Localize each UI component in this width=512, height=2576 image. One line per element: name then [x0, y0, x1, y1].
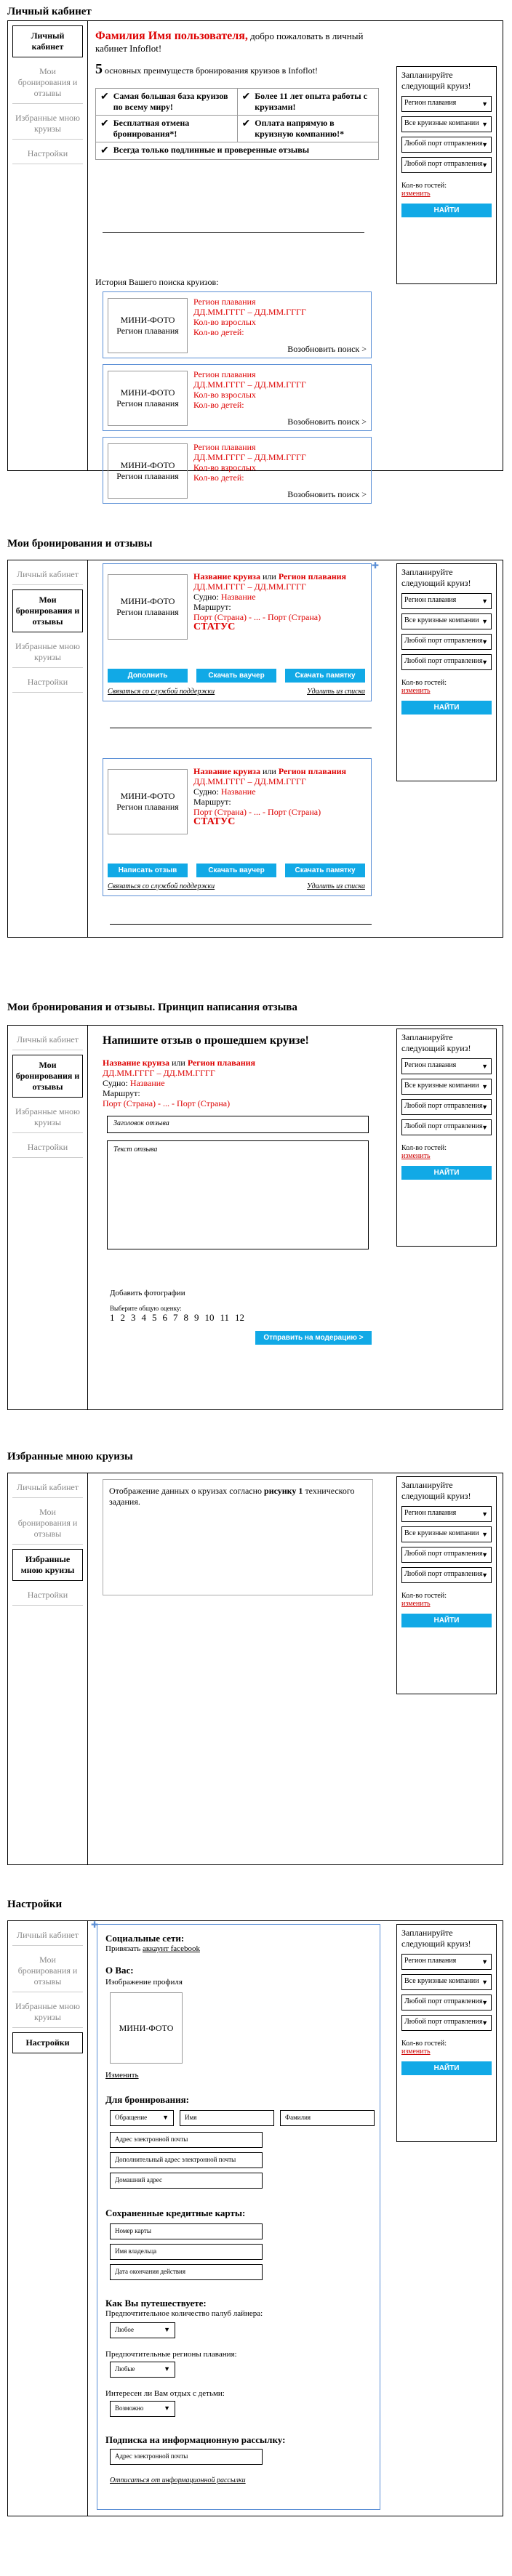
favorites-placeholder: Отображение данных о круизах согласно рисунку 1 технического задания. — [103, 1479, 373, 1595]
deck-select[interactable]: Любое ▼ — [110, 2322, 175, 2338]
dropdown-arrow-icon: ▼ — [164, 2365, 170, 2372]
booking-card — [103, 563, 372, 701]
nav-bookings[interactable]: Мои бронирования и отзывы — [12, 1502, 83, 1545]
dropdown-arrow-icon: ▼ — [481, 1551, 488, 1558]
check-icon: ✔ — [241, 92, 251, 102]
kids-select[interactable]: Возможно ▼ — [110, 2401, 175, 2417]
history-title: История Вашего поиска круизов: — [95, 277, 219, 287]
find-button[interactable]: НАЙТИ — [401, 2061, 492, 2075]
nav-favorites[interactable]: Избранные мною круизы — [12, 1997, 83, 2028]
history-card[interactable] — [103, 364, 372, 431]
dropdown-arrow-icon: ▼ — [481, 1063, 488, 1070]
mini-photo: МИНИ-ФОТО Регион плавания — [108, 443, 188, 499]
change-photo-link[interactable]: Изменить — [105, 2071, 139, 2080]
port-select[interactable]: Любой порт отправления ▼ — [401, 137, 492, 153]
review-heading: Напишите отзыв о прошедшем круизе! — [103, 1034, 309, 1047]
about-title: О Вас: — [105, 1965, 134, 1976]
plan-cruise-panel — [396, 1029, 497, 1247]
guests: Кол-во гостей: изменить — [401, 2040, 492, 2056]
edit-guests-link[interactable]: изменить — [401, 1600, 431, 1608]
dropdown-arrow-icon: ▼ — [481, 1531, 488, 1538]
download-voucher-button[interactable]: Скачать ваучер — [196, 669, 276, 683]
advantages-line — [95, 61, 386, 78]
check-icon: ✔ — [100, 145, 109, 156]
port-select[interactable]: Любой порт отправления ▼ — [401, 654, 492, 670]
sidebar — [8, 1026, 88, 1409]
welcome-text: добро пожаловать в личный кабинет Infoflot! — [95, 31, 364, 54]
port-select[interactable]: Любой порт отправления ▼ — [401, 1995, 492, 2011]
dropdown-arrow-icon: ▼ — [481, 1979, 488, 1986]
rating-option[interactable]: 2 — [120, 1312, 125, 1323]
panel-title: Запланируйте следующий круиз! — [401, 70, 471, 91]
review-frame — [7, 1025, 503, 1410]
nav-favorites[interactable]: Избранные мною круизы — [12, 108, 83, 140]
review-text-input[interactable]: Текст отзыва — [107, 1140, 369, 1249]
mini-photo: МИНИ-ФОТО Регион плавания — [108, 574, 188, 640]
section-title-favorites: Избранные мною круизы — [7, 1451, 133, 1462]
review-booking-details: Название круиза или Регион плавания ДД.ММ.ГГГГ – ДД.ММ.ГГГГ Судно: Название Маршрут: Порт (Страна) - ... - Порт (Страна) — [103, 1058, 256, 1108]
plan-cruise-panel — [396, 1476, 497, 1694]
profile-image-label: Изображение профиля — [105, 1978, 183, 1987]
region-select[interactable]: Регион плавания ▼ — [401, 1506, 492, 1522]
port-select[interactable]: Любой порт отправления ▼ — [401, 634, 492, 650]
add-review-button[interactable]: Дополнить — [108, 669, 188, 683]
first-name-field[interactable]: Имя — [180, 2110, 274, 2126]
edit-guests-link[interactable]: изменить — [401, 687, 431, 695]
history-card[interactable] — [103, 437, 372, 504]
download-memo-button[interactable]: Скачать памятку — [285, 864, 365, 877]
benefit-2: Более 11 лет опыта работы с круизами! — [255, 91, 367, 112]
dropdown-arrow-icon: ▼ — [481, 618, 488, 625]
benefits-table — [95, 88, 379, 160]
nav-favorites[interactable]: Избранные мною круизы — [12, 1102, 83, 1133]
plan-cruise-panel — [396, 1924, 497, 2142]
subscription-email-field[interactable]: Адрес электронной почты — [110, 2449, 263, 2465]
dropdown-arrow-icon: ▼ — [481, 1571, 488, 1579]
rating-option[interactable]: 3 — [131, 1312, 136, 1323]
download-voucher-button[interactable]: Скачать ваучер — [196, 864, 276, 877]
rating-option[interactable]: 8 — [183, 1312, 188, 1323]
section-title-cabinet: Личный кабинет — [7, 6, 92, 17]
dropdown-arrow-icon: ▼ — [481, 121, 488, 128]
region-select[interactable]: Регион плавания ▼ — [401, 1954, 492, 1970]
contact-support-link[interactable]: Связаться со службой поддержки — [108, 882, 215, 890]
check-icon: ✔ — [100, 118, 109, 129]
profile-photo: МИНИ-ФОТО — [110, 1992, 183, 2064]
facebook-link[interactable]: аккаунт facebook — [142, 1944, 200, 1953]
rating-option[interactable]: 10 — [204, 1312, 215, 1323]
sidebar — [8, 21, 88, 470]
rating-option[interactable]: 7 — [173, 1312, 178, 1323]
section-title-settings: Настройки — [7, 1899, 63, 1910]
nav-bookings[interactable]: Мои бронирования и отзывы — [12, 62, 83, 104]
home-address-field[interactable]: Домашний адрес — [110, 2173, 263, 2189]
find-button[interactable]: НАЙТИ — [401, 204, 492, 217]
benefit-4: Оплата напрямую в круизную компанию!* — [255, 118, 345, 139]
travel-title: Как Вы путешествуете: — [105, 2298, 207, 2309]
nav-cabinet[interactable]: Личный кабинет — [12, 565, 83, 585]
port-select[interactable]: Любой порт отправления ▼ — [401, 1567, 492, 1583]
cabinet-frame — [7, 20, 503, 499]
social-linked: Привязать аккаунт facebook — [105, 1944, 200, 1953]
rating-option[interactable]: 1 — [110, 1312, 115, 1323]
dropdown-arrow-icon: ▼ — [481, 2019, 488, 2026]
regions-pref-label: Предпочтительные регионы плавания: — [105, 2350, 237, 2359]
port-select[interactable]: Любой порт отправления ▼ — [401, 1119, 492, 1135]
advantages-count: 5 — [95, 61, 103, 77]
company-select[interactable]: Все круизные компании ▼ — [401, 1079, 492, 1095]
nav-settings[interactable]: Настройки — [12, 2032, 83, 2053]
port-select[interactable]: Любой порт отправления ▼ — [401, 1547, 492, 1563]
find-button[interactable]: НАЙТИ — [401, 1614, 492, 1627]
review-title-input[interactable]: Заголовок отзыва — [107, 1116, 369, 1133]
booking-details: Название круиза или Регион плавания ДД.ММ.ГГГГ – ДД.ММ.ГГГГ Судно: Название Маршрут: Порт (Страна) - ... - Порт (Страна) СТАТУС — [193, 766, 347, 827]
guests: Кол-во гостей: изменить — [401, 182, 492, 198]
mini-photo: МИНИ-ФОТО Регион плавания — [108, 769, 188, 834]
nav-settings[interactable]: Настройки — [12, 672, 83, 693]
card-details: Регион плавания ДД.ММ.ГГГГ – ДД.ММ.ГГГГ Кол-во взрослых Кол-во детей: — [193, 442, 306, 483]
plan-cruise-panel — [396, 563, 497, 781]
check-icon: ✔ — [100, 92, 109, 102]
card-number-field[interactable]: Номер карты — [110, 2223, 263, 2239]
extra-email-field[interactable]: Дополнительный адрес электронной почты — [110, 2152, 263, 2168]
panel-title: Запланируйте следующий круиз! — [401, 567, 471, 588]
nav-bookings[interactable]: Мои бронирования и отзывы — [12, 1950, 83, 1992]
write-review-button[interactable]: Написать отзыв — [108, 864, 188, 877]
card-expiry-field[interactable]: Дата окончания действия — [110, 2264, 263, 2280]
rating-option[interactable]: 11 — [220, 1312, 230, 1323]
add-photos-link[interactable]: Добавить фотографии — [110, 1289, 185, 1297]
port-select[interactable]: Любой порт отправления ▼ — [401, 2015, 492, 2031]
find-button[interactable]: НАЙТИ — [401, 1166, 492, 1180]
nav-settings[interactable]: Настройки — [12, 144, 83, 164]
nav-cabinet[interactable]: Личный кабинет — [12, 1925, 83, 1946]
port-select[interactable]: Любой порт отправления ▼ — [401, 157, 492, 173]
advantages-text: основных преимуществ бронирования круизов в Infoflot! — [105, 65, 318, 76]
dropdown-arrow-icon: ▼ — [481, 638, 488, 645]
booking-title: Для бронирования: — [105, 2094, 190, 2105]
nav-bookings[interactable]: Мои бронирования и отзывы — [12, 589, 83, 632]
regions-select[interactable]: Любые ▼ — [110, 2362, 175, 2378]
dropdown-arrow-icon: ▼ — [164, 2326, 170, 2333]
benefit-3: Бесплатная отмена бронирования*! — [113, 118, 190, 139]
nav-settings[interactable]: Настройки — [12, 1138, 83, 1158]
subscription-title: Подписка на информационную рассылку: — [105, 2434, 286, 2445]
contact-support-link[interactable]: Связаться со службой поддержки — [108, 688, 215, 696]
dropdown-arrow-icon: ▼ — [481, 1999, 488, 2006]
region-select[interactable]: Регион плавания ▼ — [401, 1058, 492, 1074]
settings-frame — [7, 1920, 503, 2516]
company-select[interactable]: Все круизные компании ▼ — [401, 116, 492, 132]
plus-icon: ✚ — [372, 560, 380, 571]
resume-search-link[interactable]: Возобновить поиск > — [287, 416, 367, 427]
find-button[interactable]: НАЙТИ — [401, 701, 492, 715]
rating-option[interactable]: 9 — [194, 1312, 199, 1323]
dropdown-arrow-icon: ▼ — [481, 597, 488, 605]
booking-status: СТАТУС — [193, 816, 236, 827]
dropdown-arrow-icon: ▼ — [481, 1510, 488, 1518]
plus-icon: ✚ — [91, 1920, 99, 1930]
company-select[interactable]: Все круизные компании ▼ — [401, 613, 492, 629]
nav-cabinet[interactable]: Личный кабинет — [12, 1030, 83, 1050]
remove-from-list-link[interactable]: Удалить из списка — [307, 882, 365, 890]
benefit-1: Самая большая база круизов по всему миру! — [113, 91, 228, 112]
history-card[interactable] — [103, 291, 372, 358]
welcome-line — [95, 30, 386, 55]
kids-pref-label: Интересен ли Вам отдых с детьми: — [105, 2389, 225, 2398]
dropdown-arrow-icon: ▼ — [164, 2404, 170, 2412]
dropdown-arrow-icon: ▼ — [481, 1958, 488, 1965]
card-details: Регион плавания ДД.ММ.ГГГГ – ДД.ММ.ГГГГ Кол-во взрослых Кол-во детей: — [193, 369, 306, 410]
divider — [103, 232, 364, 233]
section-title-review: Мои бронирования и отзывы. Принцип написания отзыва — [7, 1002, 297, 1013]
port-select[interactable]: Любой порт отправления ▼ — [401, 1099, 492, 1115]
resume-search-link[interactable]: Возобновить поиск > — [287, 489, 367, 499]
edit-guests-link[interactable]: изменить — [401, 190, 431, 198]
user-name: Фамилия Имя пользователя, — [95, 30, 248, 42]
dropdown-arrow-icon: ▼ — [162, 2114, 169, 2121]
dropdown-arrow-icon: ▼ — [481, 100, 488, 108]
cards-title: Сохраненные кредитные карты: — [105, 2207, 246, 2218]
dropdown-arrow-icon: ▼ — [481, 161, 488, 169]
nav-cabinet[interactable]: Личный кабинет — [12, 25, 83, 57]
divider — [110, 924, 372, 925]
rating-option[interactable]: 4 — [141, 1312, 146, 1323]
rating-label: Выберите общую оценку: — [110, 1305, 182, 1312]
social-title: Социальные сети: — [105, 1933, 185, 1944]
company-select[interactable]: Все круизные компании ▼ — [401, 1974, 492, 1990]
sidebar — [8, 1473, 88, 1864]
guests: Кол-во гостей: изменить — [401, 1144, 492, 1160]
panel-title: Запланируйте следующий круиз! — [401, 1032, 471, 1053]
panel-title: Запланируйте следующий круиз! — [401, 1928, 471, 1949]
rating-option[interactable]: 6 — [162, 1312, 167, 1323]
card-details: Регион плавания ДД.ММ.ГГГГ – ДД.ММ.ГГГГ Кол-во взрослых Кол-во детей: — [193, 297, 306, 337]
rating-options — [110, 1312, 244, 1324]
edit-guests-link[interactable]: изменить — [401, 2048, 431, 2056]
nav-settings[interactable]: Настройки — [12, 1585, 83, 1606]
benefit-5: Всегда только подлинные и проверенные отзывы — [113, 145, 310, 155]
salutation-select[interactable]: Обращение ▼ — [110, 2110, 174, 2126]
nav-favorites[interactable]: Избранные мною круизы — [12, 1549, 83, 1581]
dropdown-arrow-icon: ▼ — [481, 141, 488, 148]
unsubscribe-link[interactable]: Отписаться от информационной рассылки — [110, 2476, 246, 2484]
last-name-field[interactable]: Фамилия — [280, 2110, 375, 2126]
submit-review-button[interactable]: Отправить на модерацию > — [255, 1331, 372, 1345]
company-select[interactable]: Все круизные компании ▼ — [401, 1526, 492, 1542]
booking-details: Название круиза или Регион плавания ДД.ММ.ГГГГ – ДД.ММ.ГГГГ Судно: Название Маршрут: Порт (Страна) - ... - Порт (Страна) СТАТУС — [193, 571, 347, 632]
nav-cabinet[interactable]: Личный кабинет — [12, 1478, 83, 1498]
panel-title: Запланируйте следующий круиз! — [401, 1480, 471, 1501]
region-select[interactable]: Регион плавания ▼ — [401, 96, 492, 112]
check-icon: ✔ — [241, 118, 251, 129]
sidebar — [8, 1921, 88, 2516]
dropdown-arrow-icon: ▼ — [481, 1083, 488, 1090]
section-title-bookings: Мои бронирования и отзывы — [7, 538, 153, 550]
deck-pref-label: Предпочтительное количество палуб лайнера: — [105, 2309, 263, 2318]
mini-photo: МИНИ-ФОТО Регион плавания — [108, 371, 188, 426]
nav-bookings[interactable]: Мои бронирования и отзывы — [12, 1055, 83, 1098]
plan-cruise-panel — [396, 66, 497, 284]
email-field[interactable]: Адрес электронной почты — [110, 2132, 263, 2148]
resume-search-link[interactable]: Возобновить поиск > — [287, 344, 367, 354]
nav-favorites[interactable]: Избранные мною круизы — [12, 637, 83, 668]
favorites-frame — [7, 1473, 503, 1865]
mini-photo: МИНИ-ФОТО Регион плавания — [108, 298, 188, 353]
edit-guests-link[interactable]: изменить — [401, 1152, 431, 1160]
card-holder-field[interactable]: Имя владельца — [110, 2244, 263, 2260]
region-select[interactable]: Регион плавания ▼ — [401, 593, 492, 609]
sidebar — [8, 560, 88, 937]
guests: Кол-во гостей: изменить — [401, 679, 492, 695]
booking-card — [103, 758, 372, 896]
dropdown-arrow-icon: ▼ — [481, 1124, 488, 1131]
dropdown-arrow-icon: ▼ — [481, 1103, 488, 1111]
dropdown-arrow-icon: ▼ — [481, 659, 488, 666]
guests: Кол-во гостей: изменить — [401, 1592, 492, 1608]
rating-option[interactable]: 12 — [235, 1312, 245, 1323]
rating-option[interactable]: 5 — [152, 1312, 157, 1323]
bookings-frame — [7, 560, 503, 938]
remove-from-list-link[interactable]: Удалить из списка — [307, 688, 365, 696]
download-memo-button[interactable]: Скачать памятку — [285, 669, 365, 683]
booking-status: СТАТУС — [193, 621, 236, 632]
